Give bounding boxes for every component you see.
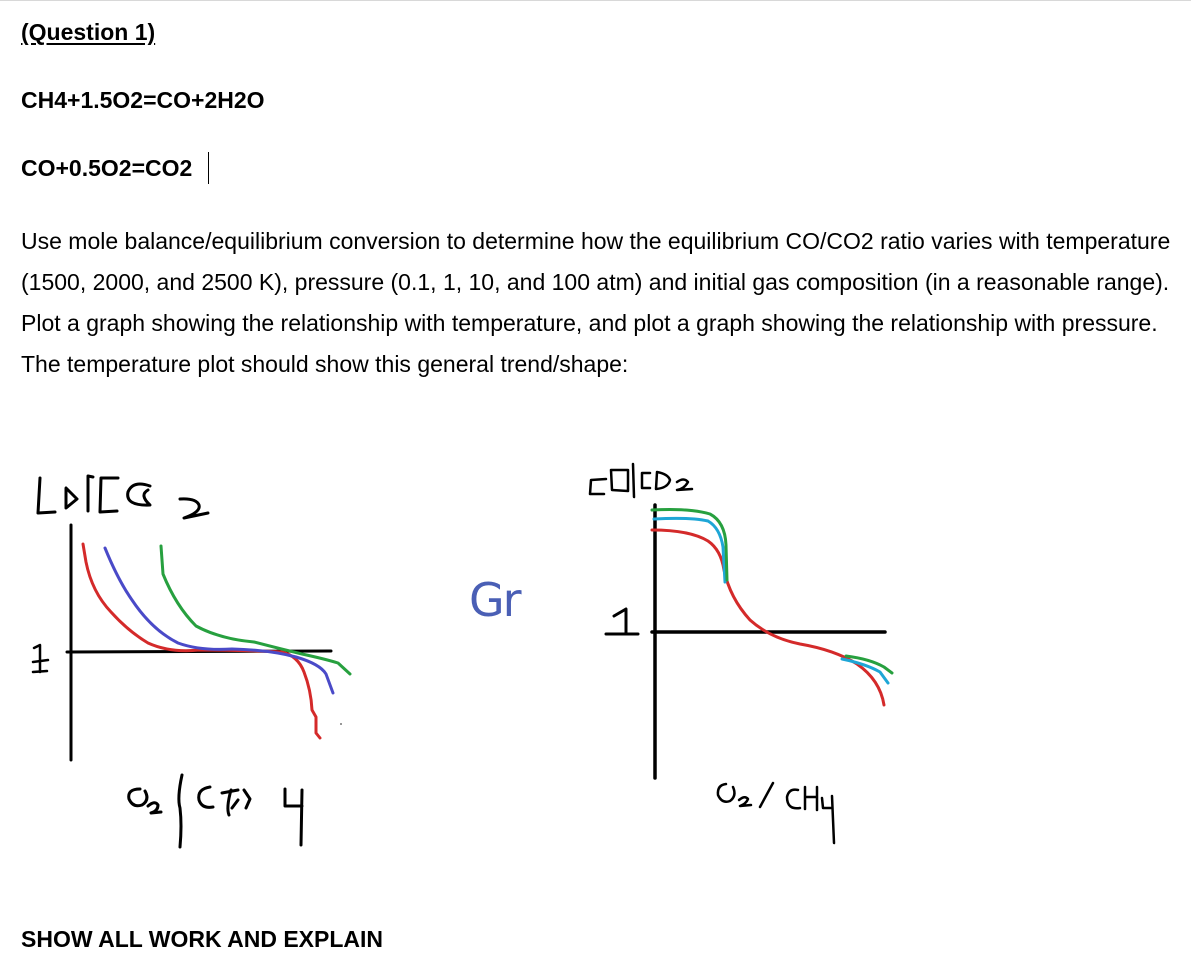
or-connector: Gr xyxy=(469,573,520,627)
left-red-curve xyxy=(83,544,320,738)
left-tick-1 xyxy=(36,465,37,466)
equation-1: CH4+1.5O2=CO+2H2O xyxy=(21,87,265,113)
left-blue-curve xyxy=(105,548,333,693)
footer-instruction: SHOW ALL WORK AND EXPLAIN xyxy=(21,926,384,952)
stray-dot xyxy=(340,723,342,725)
left-sketch xyxy=(33,476,350,847)
right-x-label-handwriting xyxy=(718,783,834,843)
left-green-curve xyxy=(161,546,350,674)
right-tick-label-1 xyxy=(606,609,638,634)
left-x-label-handwriting xyxy=(129,775,302,847)
equation-2: CO+0.5O2=CO2 xyxy=(21,155,193,181)
right-tick-1 xyxy=(593,460,594,461)
right-sketch xyxy=(590,464,892,843)
question-paragraph: Use mole balance/equilibrium conversion to determine how the equilibrium CO/CO2 ratio varies with temperature (1500, 2000, and 2500 K), pressure (0.1, 1, 10, and 100 atm) and initial gas composition (in a reasonable range). Plot a graph showing the relationship with temperature, and plot a graph showing the relationship with pressure. The temperature plot should show this general trend/shape: xyxy=(21,228,1171,377)
right-red-curve xyxy=(652,530,884,705)
left-tick-label-1 xyxy=(33,645,48,672)
question-heading: (Question 1) xyxy=(21,19,156,45)
